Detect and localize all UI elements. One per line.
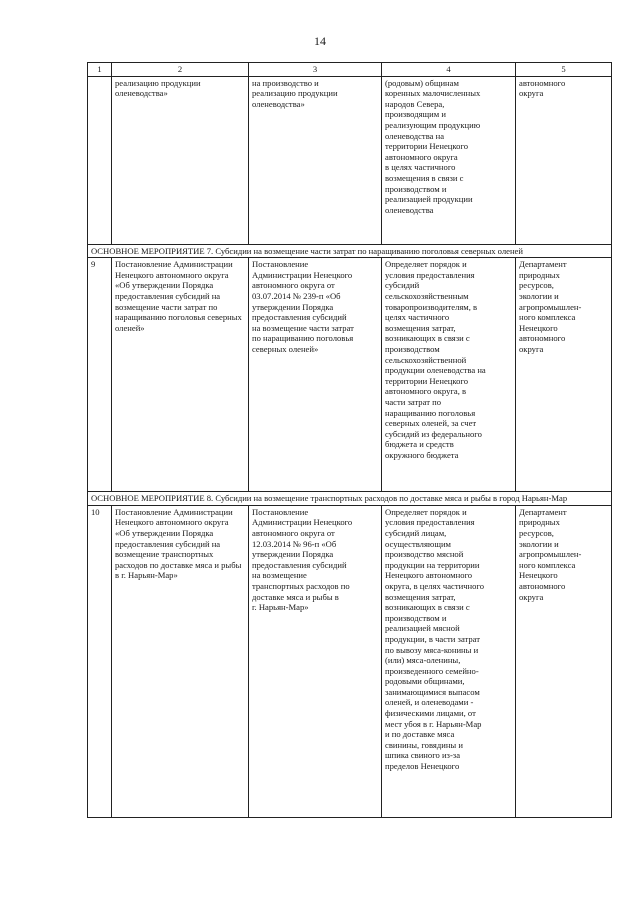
section-heading-row [88,244,612,258]
page-number: 14 [314,34,326,48]
column-header-3: 3 [249,63,382,77]
section-heading: ОСНОВНОЕ МЕРОПРИЯТИЕ 8. Субсидии на возмещение транспортных расходов по доставке мяса и рыбы в город Нарьян-Мар [88,492,612,506]
document-purpose: (родовым) общинам коренных малочисленных народов Севера, производящим и реализующим продукцию оленеводства на территории Ненецкого автономного округа в целях частичного возмещения в связи с производством и реализацией продукции оленеводства [382,76,516,244]
section-heading: ОСНОВНОЕ МЕРОПРИЯТИЕ 7. Субсидии на возмещение части затрат по наращиванию поголовья северных оленей [88,244,612,258]
table-row [88,258,612,492]
row-number: 10 [88,505,112,817]
document-title: реализацию продукции оленеводства» [112,76,249,244]
document-details: на производство и реализацию продукции оленеводства» [249,76,382,244]
responsible-executor: Департамент природных ресурсов, экологии и агропромышлен- ного комплекса Ненецкого автономного округа [516,505,612,817]
section-heading-row [88,492,612,506]
document-purpose: Определяет порядок и условия предоставления субсидий лицам, осуществляющим производство мясной продукции на территории Ненецкого автономного округа, в целях частичного возмещения затрат, возникающих в связи с производством и реализацией мясной продукции, в части затрат по вывозу мяса-конины и (или) мяса-оленины, произведенного семейно- родовыми общинами, занимающимися выпасом оленей, и оленеводами - физическими лицами, от мест убоя в г. Нарьян-Мар и по доставке мяса свинины, говядины и шпика свиного из-за пределов Ненецкого [382,505,516,817]
responsible-executor: Департамент природных ресурсов, экологии и агропромышлен- ного комплекса Ненецкого автономного округа [516,258,612,492]
responsible-executor: автономного округа [516,76,612,244]
column-header-1: 1 [88,63,112,77]
measures-table [87,62,612,818]
document-details: Постановление Администрации Ненецкого автономного округа от 03.07.2014 № 239-п «Об утверждении Порядка предоставления субсидий на возмещение части затрат по наращиванию поголовья северных оленей» [249,258,382,492]
table-row [88,505,612,817]
table-row [88,76,612,244]
column-header-4: 4 [382,63,516,77]
row-number: 9 [88,258,112,492]
column-header-2: 2 [112,63,249,77]
document-details: Постановление Администрации Ненецкого автономного округа от 12.03.2014 № 96-п «Об утверждении Порядка предоставления субсидий на возмещение транспортных расходов по доставке мяса и рыбы в г. Нарьян-Мар» [249,505,382,817]
document-purpose: Определяет порядок и условия предоставления субсидий сельскохозяйственным товаропроизводителям, в целях частичного возмещения затрат, возникающих в связи с производством сельскохозяйственной продукции оленеводства на территории Ненецкого автономного округа, в части затрат по наращиванию поголовья северных оленей, за счет субсидий из федерального бюджета и средств окружного бюджета [382,258,516,492]
column-header-5: 5 [516,63,612,77]
column-header-row [88,63,612,77]
row-number [88,76,112,244]
document-title: Постановление Администрации Ненецкого автономного округа «Об утверждении Порядка предоставления субсидий на возмещение части затрат по наращиванию поголовья северных оленей» [112,258,249,492]
document-title: Постановление Администрации Ненецкого автономного округа «Об утверждении Порядка предоставления субсидий на возмещение транспортных расходов по доставке мяса и рыбы в г. Нарьян-Мар» [112,505,249,817]
